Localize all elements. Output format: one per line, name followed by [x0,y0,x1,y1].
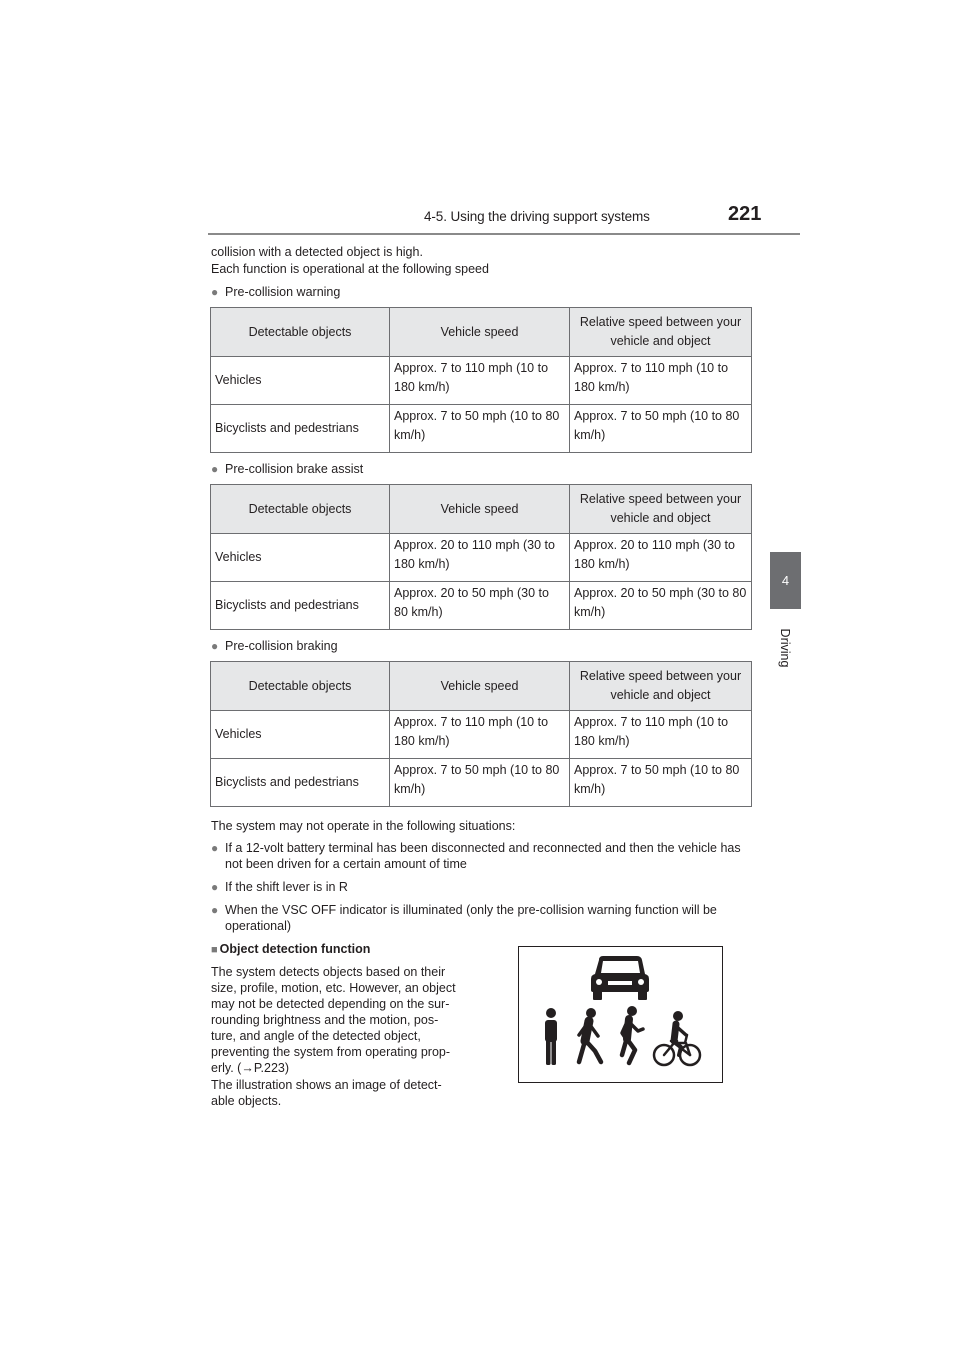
situation-item: ● If a 12-volt battery terminal has been disconnected and reconnected and then the vehicle has not been driven for a certain amount of time [211,841,741,871]
cell-vehicle-speed: Approx. 20 to 50 mph (30 to 80 km/h) [390,582,570,630]
table-header-row [211,662,752,711]
cell-object: Vehicles [211,711,390,759]
intro-line-1: collision with a detected object is high. [211,245,423,259]
header-vehicle-speed: Vehicle speed [390,485,570,534]
header-detectable-objects: Detectable objects [211,662,390,711]
cell-relative-speed: Approx. 7 to 50 mph (10 to 80 km/h) [570,759,752,807]
square-bullet-icon: ■ [211,944,218,956]
cell-relative-speed: Approx. 20 to 50 mph (30 to 80 km/h) [570,582,752,630]
object-detection-line: The system detects objects based on their [211,965,446,979]
object-detection-heading: ■ Object detection function [211,942,371,956]
cell-object: Bicyclists and pedestrians [211,405,390,453]
cell-vehicle-speed: Approx. 7 to 50 mph (10 to 80 km/h) [390,405,570,453]
chapter-number: 4 [781,573,790,588]
header-detectable-objects: Detectable objects [211,308,390,357]
pedestrian-running-icon [622,1006,643,1063]
bicyclist-icon [654,1011,700,1065]
cell-relative-speed: Approx. 7 to 110 mph (10 to 180 km/h) [570,357,752,405]
table-row [211,534,752,582]
cell-relative-speed: Approx. 7 to 110 mph (10 to 180 km/h) [570,711,752,759]
cell-relative-speed: Approx. 7 to 50 mph (10 to 80 km/h) [570,405,752,453]
object-detection-line: size, profile, motion, etc. However, an object [211,981,456,995]
cell-object: Vehicles [211,357,390,405]
table-title-brake-assist: ● Pre-collision brake assist [211,462,364,476]
cell-object: Bicyclists and pedestrians [211,759,390,807]
detectable-objects-illustration [518,946,723,1083]
table-row [211,759,752,807]
header-detectable-objects: Detectable objects [211,485,390,534]
object-detection-line: The illustration shows an image of detect- [211,1078,442,1092]
cell-object: Vehicles [211,534,390,582]
table-title-warning: ● Pre-collision warning [211,285,341,299]
table-row [211,711,752,759]
cell-object: Bicyclists and pedestrians [211,582,390,630]
header-relative-speed: Relative speed between your vehicle and object [570,485,752,534]
table-row [211,357,752,405]
cell-vehicle-speed: Approx. 7 to 110 mph (10 to 180 km/h) [390,711,570,759]
cell-vehicle-speed: Approx. 7 to 50 mph (10 to 80 km/h) [390,759,570,807]
header-relative-speed: Relative speed between your vehicle and object [570,308,752,357]
table-header-row [211,308,752,357]
header-vehicle-speed: Vehicle speed [390,308,570,357]
object-detection-line: preventing the system from operating prop- [211,1045,451,1059]
object-detection-line: ture, and angle of the detected object, [211,1029,421,1043]
bullet-icon: ● [211,462,219,476]
object-detection-line: rounding brightness and the motion, pos- [211,1013,439,1027]
situation-item: ● When the VSC OFF indicator is illuminated (only the pre-collision warning function will be operational) [211,903,717,933]
illustration-svg [519,947,722,1082]
bullet-icon: ● [211,903,219,917]
header-divider [208,233,800,235]
object-detection-line: able objects. [211,1094,282,1108]
table-title-braking: ● Pre-collision braking [211,639,338,653]
bullet-icon: ● [211,639,219,653]
cell-relative-speed: Approx. 20 to 110 mph (30 to 180 km/h) [570,534,752,582]
pre-collision-brake-assist-table [210,484,752,630]
pedestrian-standing-icon [545,1008,557,1065]
cell-vehicle-speed: Approx. 20 to 110 mph (30 to 180 km/h) [390,534,570,582]
table-row [211,582,752,630]
situation-item: ● If the shift lever is in R [211,880,348,894]
pre-collision-warning-table [210,307,752,453]
header-relative-speed: Relative speed between your vehicle and object [570,662,752,711]
page-number: 221 [728,203,762,225]
bullet-icon: ● [211,285,219,299]
section-title: 4-5. Using the driving support systems [424,209,650,224]
situations-intro: The system may not operate in the following situations: [211,819,516,833]
page-reference[interactable]: erly. (→P.223) [211,1061,290,1075]
table-row [211,405,752,453]
intro-line-2: Each function is operational at the following speed [211,262,489,276]
car-icon [591,956,649,1000]
pedestrian-walking-icon [579,1008,601,1062]
pre-collision-braking-table [210,661,752,807]
bullet-icon: ● [211,880,219,894]
chapter-tab [770,552,801,609]
cell-vehicle-speed: Approx. 7 to 110 mph (10 to 180 km/h) [390,357,570,405]
object-detection-line: may not be detected depending on the sur- [211,997,450,1011]
chapter-label: Driving [778,628,792,668]
table-header-row [211,485,752,534]
header-vehicle-speed: Vehicle speed [390,662,570,711]
bullet-icon: ● [211,841,219,855]
